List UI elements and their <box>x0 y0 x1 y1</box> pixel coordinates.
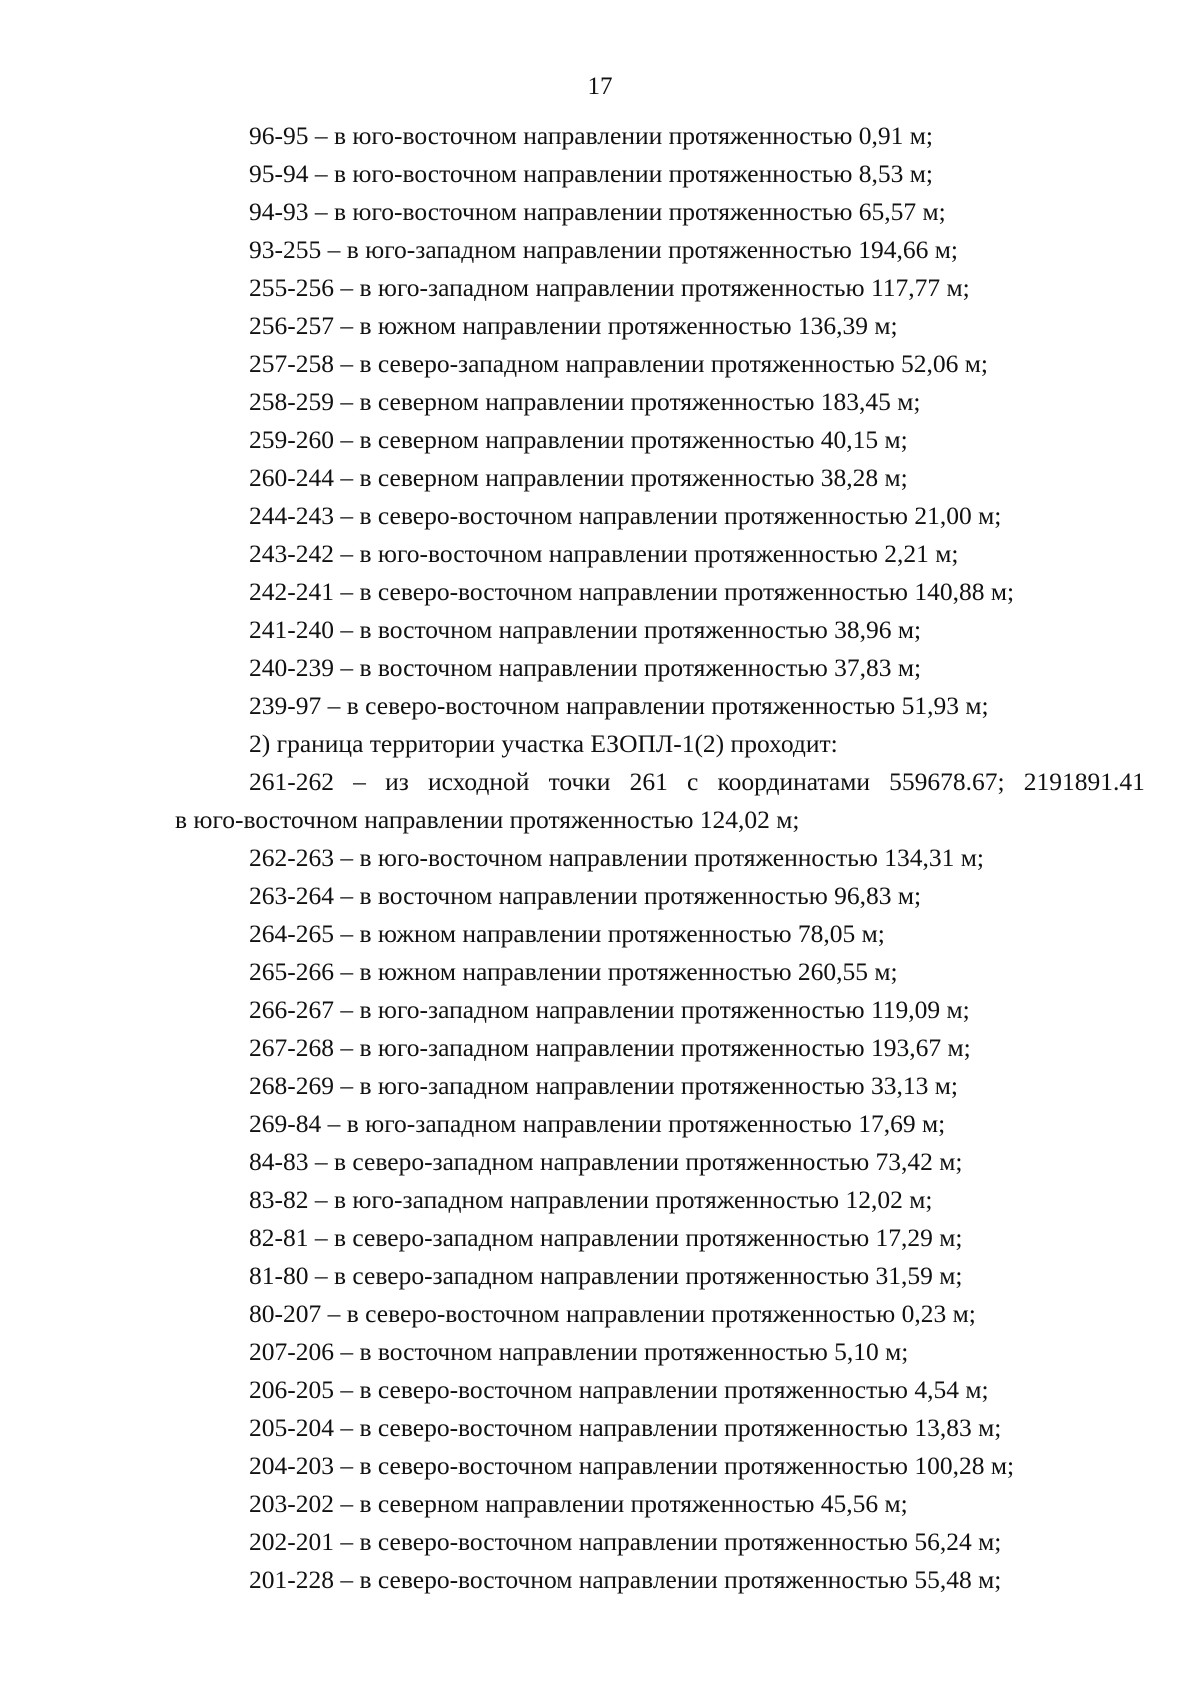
boundary-segment-line: 259-260 – в северном направлении протяженностью 40,15 м; <box>249 425 908 454</box>
boundary-segment-line: 202-201 – в северо-восточном направлении протяженностью 56,24 м; <box>249 1527 1002 1556</box>
boundary-segment-line: 205-204 – в северо-восточном направлении протяженностью 13,83 м; <box>249 1413 1002 1442</box>
boundary-segment-line: 255-256 – в юго-западном направлении протяженностью 117,77 м; <box>249 273 970 302</box>
boundary-segment-line: 240-239 – в восточном направлении протяженностью 37,83 м; <box>249 653 922 682</box>
word: точки <box>548 767 611 796</box>
page-number: 17 <box>587 73 613 100</box>
boundary-segment-line: 201-228 – в северо-восточном направлении протяженностью 55,48 м; <box>249 1565 1002 1594</box>
boundary-segment-line: 80-207 – в северо-восточном направлении протяженностью 0,23 м; <box>249 1299 976 1328</box>
boundary-segment-line: 204-203 – в северо-восточном направлении протяженностью 100,28 м; <box>249 1451 1015 1480</box>
word: 261-262 <box>249 767 334 796</box>
boundary-segments-list-1 <box>175 117 1145 763</box>
word: 2191891.41 <box>1023 767 1145 796</box>
boundary-segment-line: 239-97 – в северо-восточном направлении протяженностью 51,93 м; <box>249 691 989 720</box>
boundary-segment-line: 267-268 – в юго-западном направлении протяженностью 193,67 м; <box>249 1033 971 1062</box>
word: 261 <box>629 767 668 796</box>
boundary-segment-line: 244-243 – в северо-восточном направлении протяженностью 21,00 м; <box>249 501 1002 530</box>
boundary-segment-line: 96-95 – в юго-восточном направлении протяженностью 0,91 м; <box>249 121 934 150</box>
boundary-segment-line: 206-205 – в северо-восточном направлении протяженностью 4,54 м; <box>249 1375 989 1404</box>
document-body <box>175 117 1145 1599</box>
word: координатами <box>717 767 870 796</box>
boundary-segment-line: 256-257 – в южном направлении протяженностью 136,39 м; <box>249 311 898 340</box>
boundary-segment-line: 81-80 – в северо-западном направлении протяженностью 31,59 м; <box>249 1261 963 1290</box>
boundary-segment-line: 241-240 – в восточном направлении протяженностью 38,96 м; <box>249 615 922 644</box>
boundary-segment-line: 243-242 – в юго-восточном направлении протяженностью 2,21 м; <box>249 539 959 568</box>
word: 559678.67; <box>889 767 1005 796</box>
boundary-segment-line: 257-258 – в северо-западном направлении протяженностью 52,06 м; <box>249 349 988 378</box>
boundary-segment-line: 83-82 – в юго-западном направлении протяженностью 12,02 м; <box>249 1185 933 1214</box>
boundary-segment-line: 269-84 – в юго-западном направлении протяженностью 17,69 м; <box>249 1109 946 1138</box>
boundary-segment-line: 207-206 – в восточном направлении протяженностью 5,10 м; <box>249 1337 909 1366</box>
boundary-segment-line: 84-83 – в северо-западном направлении протяженностью 73,42 м; <box>249 1147 963 1176</box>
boundary-start-line <box>175 763 1145 801</box>
boundary-segment-line: 258-259 – в северном направлении протяженностью 183,45 м; <box>249 387 921 416</box>
boundary-segment-line: 260-244 – в северном направлении протяженностью 38,28 м; <box>249 463 908 492</box>
boundary-segment-line: 268-269 – в юго-западном направлении протяженностью 33,13 м; <box>249 1071 958 1100</box>
boundary-segment-line: 203-202 – в северном направлении протяженностью 45,56 м; <box>249 1489 908 1518</box>
boundary-segment-line: 2) граница территории участка ЕЗОПЛ-1(2) проходит: <box>249 729 838 758</box>
boundary-start-continuation: в юго-восточном направлении протяженностью 124,02 м; <box>175 805 800 834</box>
boundary-segment-line: 95-94 – в юго-восточном направлении протяженностью 8,53 м; <box>249 159 934 188</box>
boundary-segments-list-2 <box>175 839 1145 1599</box>
boundary-segment-line: 263-264 – в восточном направлении протяженностью 96,83 м; <box>249 881 922 910</box>
boundary-segment-line: 242-241 – в северо-восточном направлении протяженностью 140,88 м; <box>249 577 1015 606</box>
boundary-segment-line: 264-265 – в южном направлении протяженностью 78,05 м; <box>249 919 885 948</box>
word: с <box>686 767 699 796</box>
boundary-segment-line: 82-81 – в северо-западном направлении протяженностью 17,29 м; <box>249 1223 963 1252</box>
boundary-segment-line: 94-93 – в юго-восточном направлении протяженностью 65,57 м; <box>249 197 946 226</box>
boundary-segment-line: 266-267 – в юго-западном направлении протяженностью 119,09 м; <box>249 995 970 1024</box>
boundary-segment-line: 262-263 – в юго-восточном направлении протяженностью 134,31 м; <box>249 843 985 872</box>
word: из <box>385 767 409 796</box>
boundary-segment-line: 265-266 – в южном направлении протяженностью 260,55 м; <box>249 957 898 986</box>
word: исходной <box>428 767 530 796</box>
boundary-segment-line: 93-255 – в юго-западном направлении протяженностью 194,66 м; <box>249 235 958 264</box>
word: – <box>353 767 366 796</box>
